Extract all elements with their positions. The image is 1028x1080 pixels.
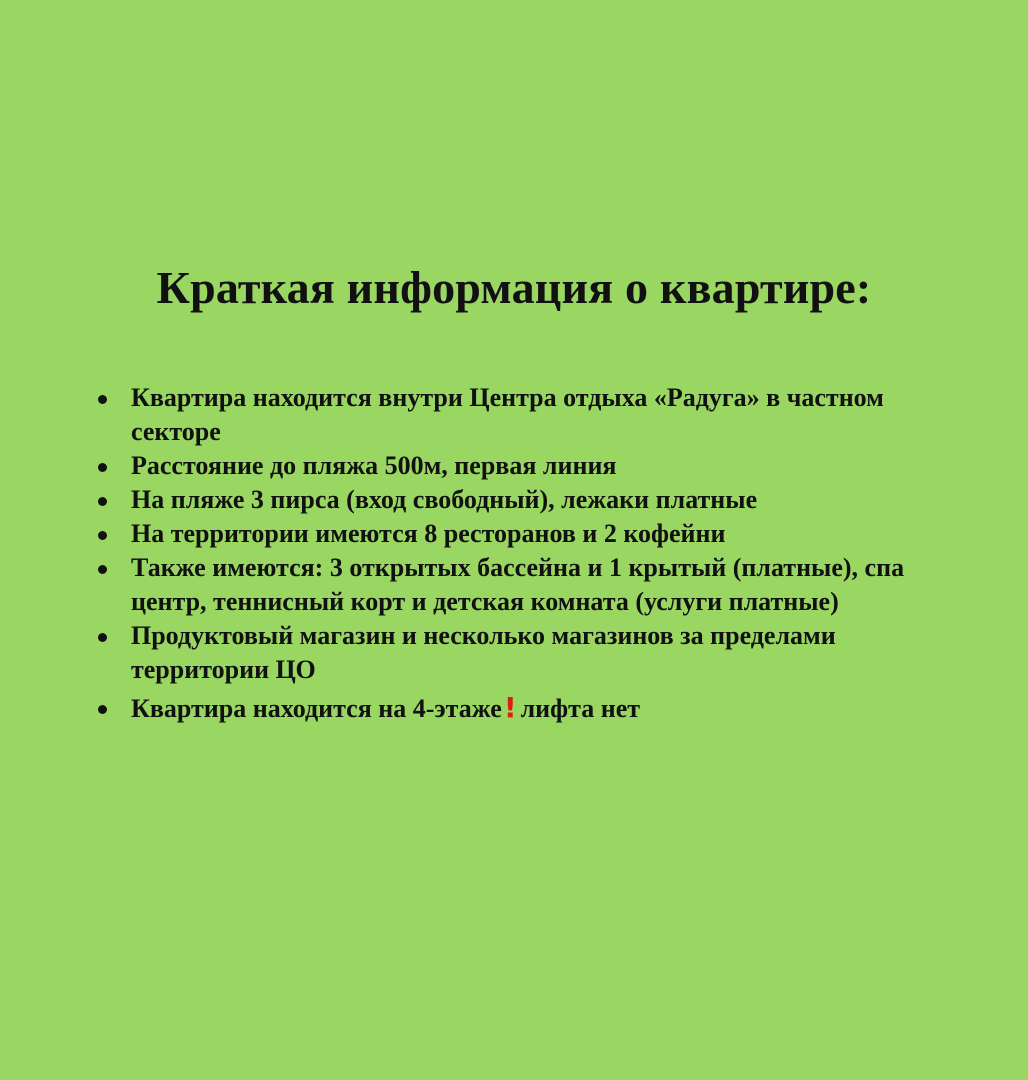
info-list bbox=[96, 381, 956, 726]
list-item-text: На территории имеются 8 ресторанов и 2 кофейни bbox=[131, 519, 726, 548]
list-item-text: Также имеются: 3 открытых бассейна и 1 крытый (платные), спа центр, теннисный корт и детская комната (услуги платные) bbox=[131, 553, 905, 616]
floor-text: Квартира находится на 4-этаже bbox=[131, 694, 502, 723]
bullet-icon bbox=[98, 463, 107, 472]
list-item bbox=[96, 381, 956, 449]
list-item-text: На пляже 3 пирса (вход свободный), лежаки платные bbox=[131, 485, 758, 514]
bullet-icon bbox=[98, 395, 107, 404]
list-item-text: Расстояние до пляжа 500м, первая линия bbox=[131, 451, 617, 480]
bullet-icon bbox=[98, 531, 107, 540]
bullet-icon bbox=[98, 705, 107, 714]
elevator-text: лифта нет bbox=[520, 694, 641, 723]
list-item bbox=[96, 483, 956, 517]
list-item bbox=[96, 619, 956, 687]
list-item bbox=[96, 551, 956, 619]
bullet-icon bbox=[98, 497, 107, 506]
red-exclamation-icon: ! bbox=[503, 691, 517, 724]
page-title: Краткая информация о квартире: bbox=[156, 262, 872, 313]
list-item bbox=[96, 517, 956, 551]
list-item-floor bbox=[96, 691, 956, 726]
bullet-icon bbox=[98, 565, 107, 574]
list-item-text: Продуктовый магазин и несколько магазинов за пределами территории ЦО bbox=[131, 621, 836, 684]
list-item-text: Квартира находится внутри Центра отдыха «Радуга» в частном секторе bbox=[131, 383, 884, 446]
bullet-icon bbox=[98, 633, 107, 642]
list-item bbox=[96, 449, 956, 483]
